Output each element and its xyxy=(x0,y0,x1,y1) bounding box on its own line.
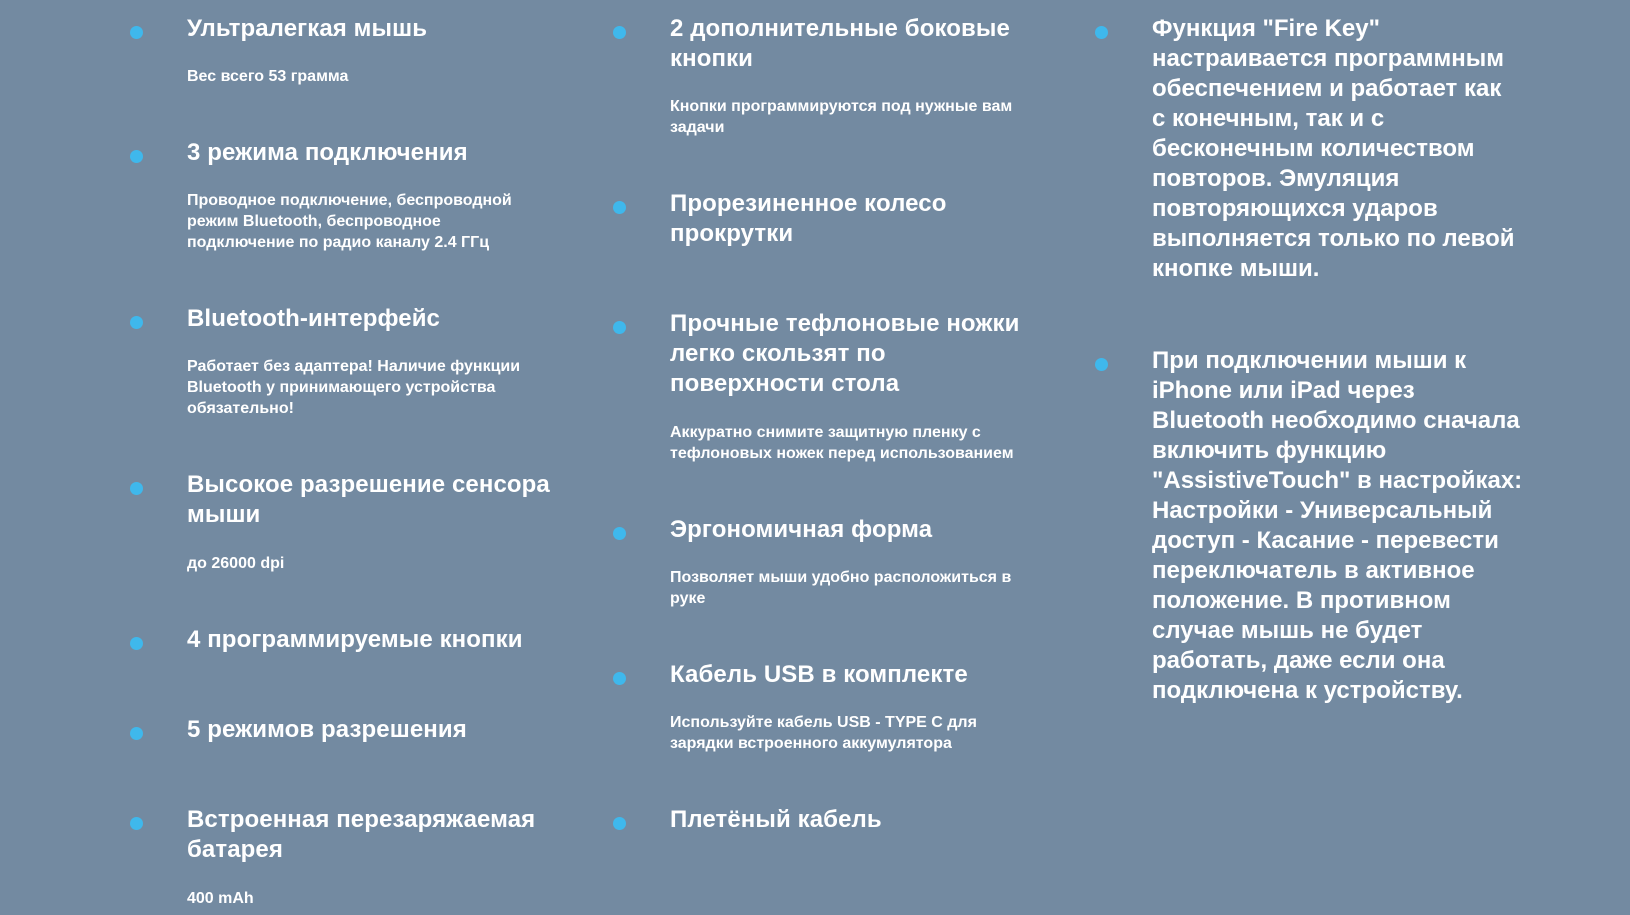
feature-title: 4 программируемые кнопки xyxy=(187,626,523,653)
bullet-icon xyxy=(130,26,143,39)
bullet-icon xyxy=(130,817,143,830)
bullet-icon xyxy=(613,817,626,830)
bullet-icon xyxy=(613,201,626,214)
bullet-icon xyxy=(613,527,626,540)
feature-description: Кнопки программируются под нужные вам задачи xyxy=(670,98,1013,136)
bullet-icon xyxy=(613,321,626,334)
bullet-icon xyxy=(130,482,143,495)
feature-title: Высокое разрешение сенсора мыши xyxy=(187,471,550,528)
feature-description: Работает без адаптера! Наличие функции Bluetooth у принимающего устройства обязательно! xyxy=(187,358,521,417)
bullet-icon xyxy=(130,316,143,329)
feature-title: 2 дополнительные боковые кнопки xyxy=(670,15,1010,72)
feature-title: Кабель USB в комплекте xyxy=(670,661,968,688)
bullet-icon xyxy=(613,26,626,39)
feature-title: 3 режима подключения xyxy=(187,139,468,166)
feature-description: Проводное подключение, беспроводной режим Bluetooth, беспроводное подключение по радио каналу 2.4 ГГц xyxy=(187,192,512,251)
bullet-icon xyxy=(1095,358,1108,371)
feature-description: Используйте кабель USB - TYPE C для зарядки встроенного аккумулятора xyxy=(670,714,977,752)
note-text: При подключении мыши к iPhone или iPad через Bluetooth необходимо сначала включить функцию "AssistiveTouch" в настройках: Настройки - Универсальный доступ - Касание - перевести переключатель в активное положение. В противном случае мышь не будет работать, даже если она подключена к устройству. xyxy=(1152,347,1523,704)
bullet-icon xyxy=(613,672,626,685)
feature-title: Bluetooth-интерфейс xyxy=(187,305,441,332)
feature-title: 5 режимов разрешения xyxy=(187,716,467,743)
bullet-icon xyxy=(1095,26,1108,39)
feature-title: Плетёный кабель xyxy=(670,806,882,833)
feature-description: Позволяет мыши удобно расположиться в руке xyxy=(670,569,1012,607)
feature-title: Прочные тефлоновые ножки легко скользят по поверхности стола xyxy=(670,310,1020,397)
bullet-icon xyxy=(130,727,143,740)
feature-title: Прорезиненное колесо прокрутки xyxy=(670,190,947,247)
feature-description: 400 mAh xyxy=(187,890,254,907)
bullet-icon xyxy=(130,150,143,163)
feature-description: до 26000 dpi xyxy=(187,555,285,572)
feature-description: Аккуратно снимите защитную пленку с тефлоновых ножек перед использованием xyxy=(670,424,1014,462)
feature-description: Вес всего 53 грамма xyxy=(187,68,349,85)
bullet-icon xyxy=(130,637,143,650)
feature-title: Ультралегкая мышь xyxy=(187,15,428,42)
note-text: Функция "Fire Key" настраивается программным обеспечением и работает как с конечным, так и с бесконечным количеством повторов. Эмуляция повторяющихся ударов выполняется только по левой кнопке мыши. xyxy=(1152,15,1515,282)
feature-title: Эргономичная форма xyxy=(670,516,933,543)
feature-title: Встроенная перезаряжаемая батарея xyxy=(187,806,536,863)
